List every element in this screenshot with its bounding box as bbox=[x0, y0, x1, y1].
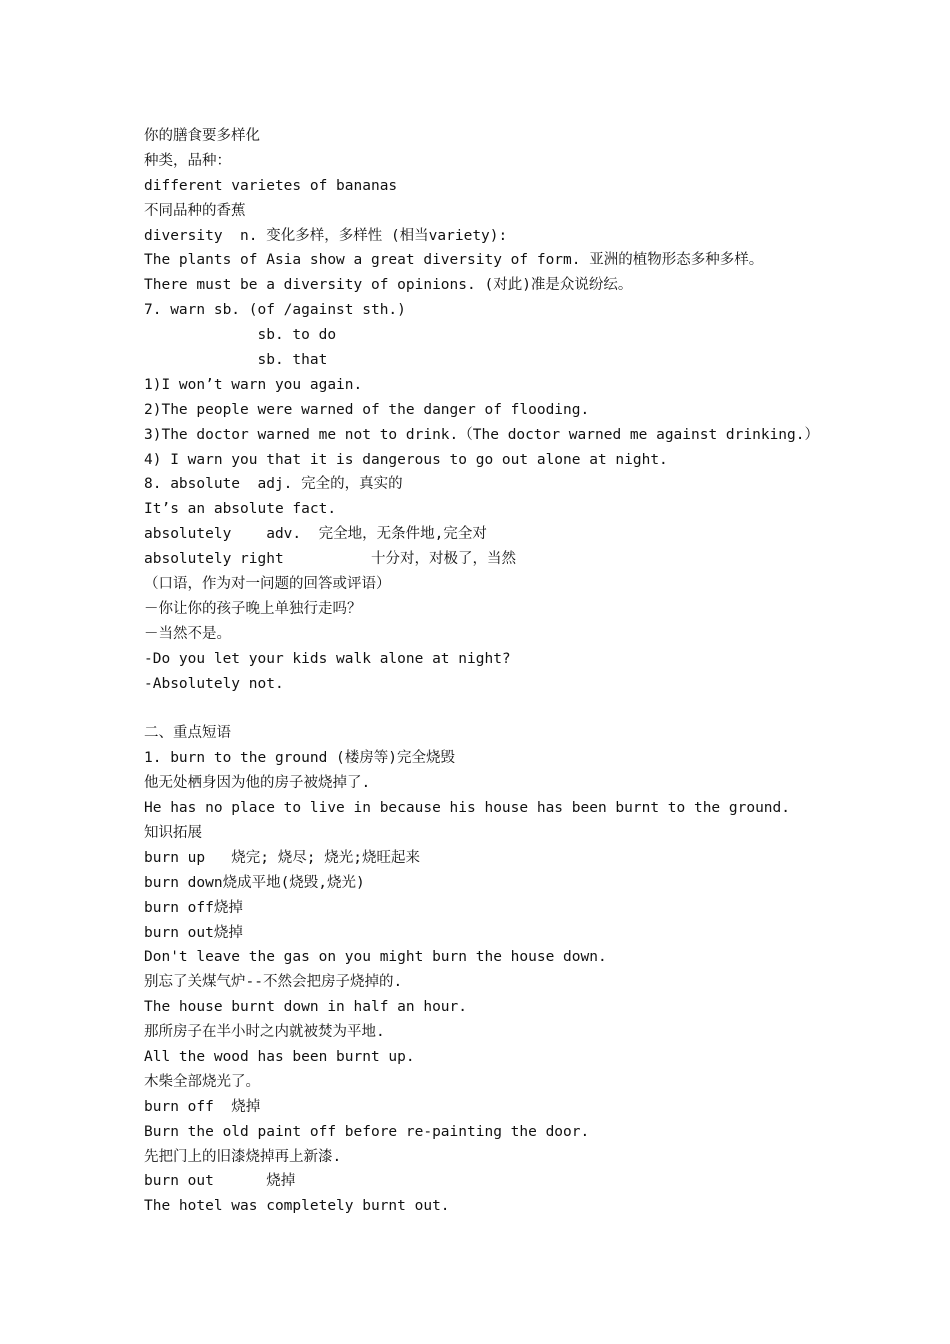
text-line: sb. to do bbox=[144, 327, 337, 344]
text-line: absolutely adv. 完全地，无条件地,完全对 bbox=[144, 526, 487, 543]
text-line: different varietes of bananas bbox=[144, 177, 398, 194]
text-line: 1. burn to the ground (楼房等)完全烧毁 bbox=[144, 750, 456, 767]
text-line: 种类，品种： bbox=[144, 152, 231, 169]
text-line: burn off烧掉 bbox=[144, 899, 243, 916]
text-line: He has no place to live in because his house has been burnt to the ground. bbox=[144, 800, 791, 817]
text-line: －当然不是。 bbox=[144, 625, 231, 642]
text-line: 他无处栖身因为他的房子被烧掉了. bbox=[144, 775, 371, 792]
text-line: 7. warn sb. (of /against sth.) bbox=[144, 302, 406, 319]
text-line: 知识拓展 bbox=[144, 824, 202, 841]
text-line: absolutely right 十分对，对极了，当然 bbox=[144, 551, 516, 568]
text-line: burn up 烧完; 烧尽; 烧光;烧旺起来 bbox=[144, 849, 420, 866]
text-line: －你让你的孩子晚上单独行走吗？ bbox=[144, 600, 362, 617]
text-line: It’s an absolute fact. bbox=[144, 501, 337, 518]
text-line: burn out烧掉 bbox=[144, 924, 243, 941]
text-line: There must be a diversity of opinions. (对此)准是众说纷纭。 bbox=[144, 277, 633, 294]
text-line: The hotel was completely burnt out. bbox=[144, 1198, 450, 1215]
text-line: burn off 烧掉 bbox=[144, 1098, 261, 1115]
text-line: 木柴全部烧光了。 bbox=[144, 1073, 260, 1090]
text-line: Burn the old paint off before re-painting the door. bbox=[144, 1123, 590, 1140]
text-line: The house burnt down in half an hour. bbox=[144, 999, 468, 1016]
text-line: burn out 烧掉 bbox=[144, 1173, 296, 1190]
text-line: -Absolutely not. bbox=[144, 675, 284, 692]
text-line: sb. that bbox=[144, 352, 328, 369]
text-line: 8. absolute adj. 完全的，真实的 bbox=[144, 476, 403, 493]
text-line: burn down烧成平地(烧毁,烧光) bbox=[144, 874, 365, 891]
text-line: 3)The doctor warned me not to drink.（The doctor warned me against drinking.） bbox=[144, 426, 820, 443]
text-line: 1)I won’t warn you again. bbox=[144, 376, 363, 393]
text-line: The plants of Asia show a great diversity of form. 亚洲的植物形态多种多样。 bbox=[144, 252, 764, 269]
text-line: （口语，作为对一问题的回答或评语） bbox=[144, 576, 391, 593]
text-line: 你的膳食要多样化 bbox=[144, 128, 260, 144]
text-line: 别忘了关煤气炉--不然会把房子烧掉的. bbox=[144, 974, 403, 991]
blank-line bbox=[144, 696, 844, 721]
document-page bbox=[144, 124, 844, 1219]
text-line: 4) I warn you that it is dangerous to go out alone at night. bbox=[144, 451, 668, 468]
text-line: 不同品种的香蕉 bbox=[144, 202, 246, 219]
text-line: 先把门上的旧漆烧掉再上新漆. bbox=[144, 1148, 342, 1165]
text-line: 那所房子在半小时之内就被焚为平地. bbox=[144, 1024, 385, 1041]
text-line: All the wood has been burnt up. bbox=[144, 1048, 415, 1065]
text-line: Don't leave the gas on you might burn the house down. bbox=[144, 949, 607, 966]
text-line: diversity n. 变化多样，多样性 (相当variety): bbox=[144, 227, 508, 244]
text-line: 2)The people were warned of the danger of flooding. bbox=[144, 401, 590, 418]
text-line: -Do you let your kids walk alone at night? bbox=[144, 650, 511, 667]
section-heading: 二、重点短语 bbox=[144, 725, 231, 742]
